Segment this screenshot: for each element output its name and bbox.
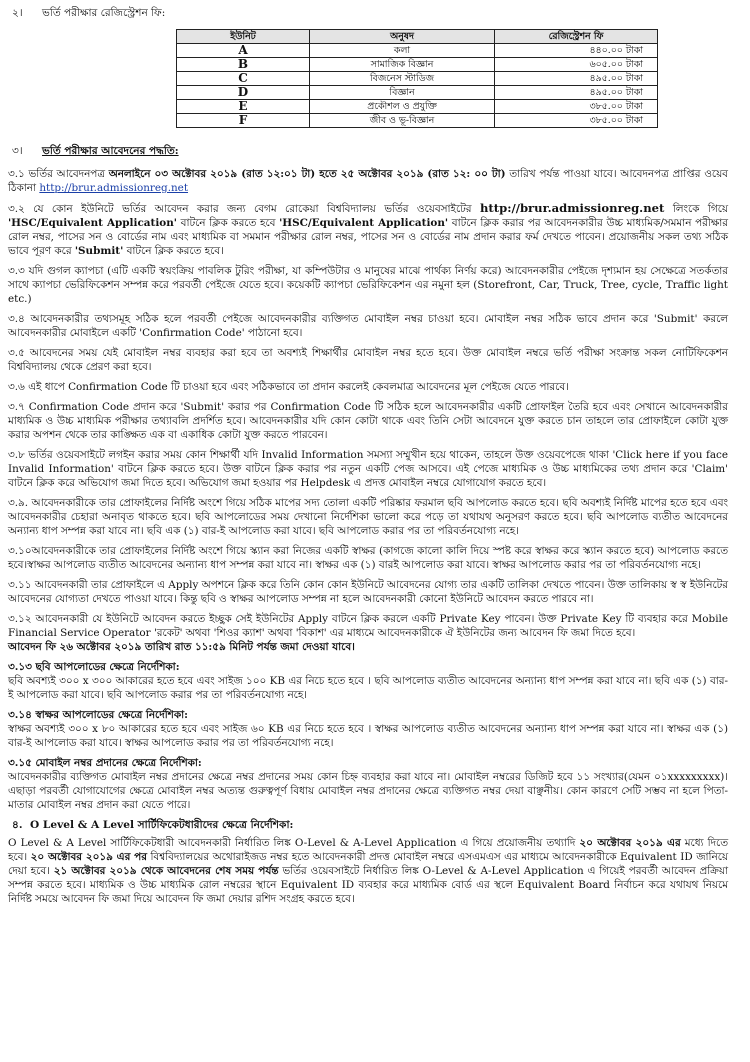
mobile-guideline-text: আবেদনকারীর ব্যক্তিগত মোবাইল নম্বর প্রদানের ক্ষেত্রে নম্বর প্রদানের সময় কোন চিহ্ন ব্যবহার করা যাবে না। মোবাইল নম্বরের ডিজিট হবে ১১ সংখ্যার(যেমন ০১xxxxxxxxx)। এছাড়া পরবর্তী যোগাযোগের ক্ষেত্রে মোবাইল নম্বর অত্যন্ত গুরুত্বপূর্ণ বিধায় মোবাইল নম্বর প্রদানের ক্ষেত্রে ব্যক্তিগত নম্বর দেয়া বাঞ্ছনীয়। কোন কারণে সেটি সম্ভব না হলে পিতা-মাতার মোবাইল নম্বর প্রদান করা যেতে পারে।: [8, 771, 728, 811]
header-fee: রেজিস্ট্রেশন ফি: [495, 30, 658, 44]
registration-fee-table: [176, 29, 658, 128]
photo-guideline-text: ছবি অবশ্যই ৩০০ x ৩০০ আকারের হতে হবে এবং সাইজ ১০০ KB এর নিচে হতে হবে । ছবি আপলোড ব্যতীত আবেদনের অন্যান্য ধাপ সম্পন্ন করা যাবে না। ছবি এক (১) বার-ই আপলোড করা যাবে। ছবি আপলোড করার পর তা পরিবর্তনযোগ্য নহে।: [8, 675, 728, 701]
signature-guideline-text: স্বাক্ষর অবশ্যই ৩০০ x ৮০ আকারের হতে হবে এবং সাইজ ৬০ KB এর নিচে হতে হবে । স্বাক্ষর আপলোড ব্যতীত আবেদনের অন্যান্য ধাপ সম্পন্ন করা যাবে না। স্বাক্ষর এক (১) বার-ই আপলোড করা যাবে। স্বাক্ষর আপলোড করার পর তা পরিবর্তনযোগ্য নহে।: [8, 723, 728, 749]
faculty-cell: বিজ্ঞান: [310, 86, 495, 100]
unit-cell: F: [177, 114, 310, 128]
p32-text-a: ৩.২ যে কোন ইউনিটে ভর্তির আবেদন করার জন্য বেগম রোকেয়া বিশ্ববিদ্যালয় ভর্তির ওয়েবসাইটের: [8, 203, 480, 215]
paragraph-3-7: ৩.৭ Confirmation Code প্রদান করে 'Submit' করার পর Confirmation Code টি সঠিক হলে আবেদনকারীর একটি প্রোফাইল তৈরি হবে এবং সেখানে আবেদনকারীর মাধ্যমিক ও উচ্চ মাধ্যমিক পরীক্ষার তথ্যাবলি প্রদর্শিত হবে। আবেদনকারীর যদি কোন কোটা থাকে এবং তিনি সেটা আবেদনে যুক্ত করতে চান তাহলে তার প্রোফাইলে কোটা যুক্ত করার অপশন থেকে তার কাঙ্ক্ষিত এক বা একাধিক কোটা যুক্ত করতে পারবেন।: [8, 401, 728, 441]
p4-text-e: বিশ্ববিদ্যালয়ের অথোরাইজড নম্বর হতে আবেদনকারী প্রদত্ত মোবাইল নম্বরে এসএমএস এর মাধ্যমে আবেদনকারীকে Equivalent ID জানিয়ে দেয়া হবে।: [8, 851, 728, 877]
unit-cell: A: [177, 44, 310, 58]
paragraph-3-15: [8, 756, 728, 812]
paragraph-3-8: ৩.৮ ভর্তির ওয়েবসাইটে লগইন করার সময় কোন শিক্ষার্থী যদি Invalid Information সমস্যা সম্মুখীন হয়ে থাকেন, তাহলে উক্ত ওয়েবপেজে থাকা 'Click here if you face Invalid Information' বাটনে ক্লিক করতে হবে। উক্ত বাটনে ক্লিক করার পর নতুন একটি পেজ আসবে। এই পেজে মাধ্যমিক ও উচ্চ মাধ্যমিকের তথ্য প্রদান করে 'Claim' বাটনে ক্লিক করে অভিযোগ জমা দিতে হবে। অভিযোগ জমা হওয়ার পর Helpdesk এ প্রদত্ত মোবাইল নম্বরে যোগাযোগ করতে হবে।: [8, 449, 728, 489]
p32-text-c: লিংকে গিয়ে: [664, 203, 728, 215]
paragraph-3-5: ৩.৫ আবেদনের সময় যেই মোবাইল নম্বর ব্যবহার করা হবে তা অবশ্যই শিক্ষার্থীর মোবাইল নম্বর হতে হবে। উক্ত মোবাইল নম্বরে ভর্তি পরীক্ষা সংক্রান্ত সকল নোটিফিকেশন বিশ্ববিদ্যালয় থেকে প্রেরণ করা হবে।: [8, 347, 728, 373]
table-header-row: [177, 30, 658, 44]
paragraph-3-6: ৩.৬ এই ধাপে Confirmation Code টি চাওয়া হবে এবং সঠিকভাবে তা প্রদান করলেই কেবলমাত্র আবেদনের মূল পেইজে যেতে পারবে।: [8, 381, 569, 393]
table-row: [177, 58, 658, 72]
paragraph-3-4: ৩.৪ আবেদনকারীর তথ্যসমূহ সঠিক হলে পরবর্তী পেইজে আবেদনকারীর ব্যক্তিগত মোবাইল নম্বর চাওয়া হবে। মোবাইল নম্বর সঠিক ভাবে প্রদান করে 'Submit' করলে আবেদনকারীর মোবাইলে একটি 'Confirmation Code' পাঠানো হবে।: [8, 313, 728, 339]
fee-deadline: আবেদন ফি ২৬ অক্টোবর ২০১৯ তারিখ রাত ১১:৫৯ মিনিট পর্যন্ত জমা দেওয়া যাবে।: [8, 641, 355, 653]
p4-date-1: ২০ অক্টোবর ২০১৯ এর: [579, 837, 681, 849]
unit-cell: E: [177, 100, 310, 114]
p31-dates: অনলাইনে ০৩ অক্টোবর ২০১৯ (রাত ১২:০১ টা) হতে ২৫ অক্টোবর ২০১৯ (রাত ১২: ০০ টা): [108, 168, 506, 180]
fee-cell: ৪৯৫.০০ টাকা: [495, 72, 658, 86]
section-3-title: ভর্তি পরীক্ষার আবেদনের পদ্ধতি:: [42, 145, 179, 157]
p312-text: ৩.১২ আবেদনকারী যে ইউনিটে আবেদন করতে ইচ্ছুক সেই ইউনিটের Apply বাটনে ক্লিক করলে একটি Private Key পাবেন। উক্ত Private Key টি ব্যবহার করে Mobile Financial Service Operator 'রকেট' অথবা 'শিওর ক্যাশ' অথবা 'বিকাশ' এর মাধ্যমে আবেদনকারীকে ঐ ইউনিটের জন্য আবেদন ফি জমা দিতে হবে।: [8, 613, 728, 639]
table-row: [177, 86, 658, 100]
section-4-title: O Level & A Level সার্টিফিকেটধারীদের ক্ষেত্রে নির্দেশিকা:: [30, 819, 294, 831]
fee-cell: ৪৯৫.০০ টাকা: [495, 86, 658, 100]
table-row: [177, 100, 658, 114]
mobile-guideline-heading: ৩.১৫ মোবাইল নম্বর প্রদানের ক্ষেত্রে নির্দেশিকা:: [8, 757, 202, 769]
section-2-title: ভর্তি পরীক্ষার রেজিস্ট্রেশন ফি:: [42, 7, 166, 19]
section-3-number: ৩।: [12, 145, 23, 157]
faculty-cell: বিজনেস স্টাডিজ: [310, 72, 495, 86]
p4-text-g: ভর্তির ওয়েবসাইটে নির্ধারিত লিঙ্ক O-Level & A-Level Application এ গিয়েই পরবর্তী আবেদন প্রক্রিয়া সম্পন্ন করতে হবে। মাধ্যমিক ও উচ্চ মাধ্যমিক রোল নম্বরের স্থানে Equivalent ID ব্যবহার করে মাধ্যমিক বোর্ড এর স্থলে Equivalent Board নির্বাচন করে যথাযথ নিয়মে নির্দিষ্ট সময়ে আবেদন ফি জমা দিয়ে আবেদন ফি জমা দেয়ার রশিদ সংগ্রহ করতে হবে।: [8, 865, 728, 905]
p4-text-a: O Level & A Level সার্টিফিকেটধারী আবেদনকারী নির্ধারিত লিঙ্ক O-Level & A-Level Application এ গিয়ে প্রয়োজনীয় তথ্যাদি: [8, 837, 580, 849]
header-faculty: অনুষদ: [310, 30, 495, 44]
p31-text-c: তারিখ পর্যন্ত পাওয়া যাবে। আবেদনপত্র প্রাপ্তির ওয়েব ঠিকানা: [8, 168, 728, 194]
fee-cell: ৬০৫.০০ টাকা: [495, 58, 658, 72]
paragraph-3-13: [8, 660, 728, 702]
signature-guideline-heading: ৩.১৪ স্বাক্ষর আপলোডের ক্ষেত্রে নির্দেশিকা:: [8, 709, 188, 721]
p32-text-g: বাটনে ক্লিক করার পর আবেদনকারীর উচ্চ মাধ্যমিক/সমমান পরীক্ষার রোল নম্বর, পাসের সন ও বোর্ডের নাম এবং মাধ্যমিক বা সমমান পরীক্ষার রোল নম্বর, পাসের সন ও বোর্ডের নাম প্রদান করার ফর্ম দেখতে পাবেন। প্রয়োজনীয় সকল তথ্য সঠিক ভাবে পূরণ করে: [8, 217, 728, 257]
p32-button-name-1: 'HSC/Equivalent Application': [8, 217, 177, 229]
photo-guideline-heading: ৩.১৩ ছবি আপলোডের ক্ষেত্রে নির্দেশিকা:: [8, 661, 180, 673]
table-row: [177, 44, 658, 58]
paragraph-4: [8, 836, 728, 906]
section-2-number: ২।: [12, 7, 23, 19]
p4-date-2: ২০ অক্টোবর ২০১৯ এর পর: [30, 851, 147, 863]
unit-cell: C: [177, 72, 310, 86]
p32-text-i: বাটনে ক্লিক করতে হবে।: [123, 245, 224, 257]
unit-cell: B: [177, 58, 310, 72]
table-row: [177, 114, 658, 128]
p32-text-e: বাটনে ক্লিক করতে হবে: [176, 217, 280, 229]
faculty-cell: জীব ও ভূ-বিজ্ঞান: [310, 114, 495, 128]
fee-cell: ৪৪০.০০ টাকা: [495, 44, 658, 58]
paragraph-3-2: [8, 201, 728, 258]
paragraph-3-14: [8, 708, 728, 750]
fee-cell: ৩৮৫.০০ টাকা: [495, 100, 658, 114]
p32-button-name-2: 'HSC/Equivalent Application': [279, 217, 449, 229]
p4-date-3: ২১ অক্টোবর ২০১৯ থেকে আবেদনের শেষ সময় পর্যন্ত: [53, 865, 279, 877]
paragraph-3-1: [8, 167, 728, 195]
unit-cell: D: [177, 86, 310, 100]
p4-text-c: মধ্যে দিতে হবে।: [8, 837, 729, 863]
admission-website-link[interactable]: http://brur.admissionreg.net: [39, 182, 189, 194]
faculty-cell: প্রকৌশল ও প্রযুক্তি: [310, 100, 495, 114]
section-4-number: ৪.: [12, 819, 23, 831]
paragraph-3-3: ৩.৩ যদি গুগল ক্যাপচা (এটি একটি স্বয়ংক্রিয় পাবলিক টুরিং পরীক্ষা, যা কম্পিউটার ও মানুষের মাঝে পার্থক্য নির্ণয় করে) আবেদনকারীর পেইজে দৃশ্যমান হয় সেক্ষেত্রে সতর্কতার সাথে ক্যাপচা ভেরিফিকেশন সম্পন্ন করে পরবর্তী পেইজে যেতে হবে। কয়েকটি ক্যাপচা ভেরিফিকেশন এর নমুনা হল (Storefront, Car, Truck, Tree, cycle, Traffic light etc.): [8, 265, 728, 305]
section-2-heading: [12, 6, 728, 23]
paragraph-3-10: ৩.১০আবেদনকারীকে তার প্রোফাইলের নির্দিষ্ট অংশে গিয়ে স্ক্যান করা নিজের একটি স্বাক্ষর (কাগজে কালো কালি দিয়ে স্পষ্ট করে স্বাক্ষর করে স্ক্যান করতে হবে) আপলোড করতে হবে।স্বাক্ষর আপলোড ব্যতীত আবেদনের অন্যান্য ধাপ সম্পন্ন করা যাবে না। স্বাক্ষর এক (১) বারই আপলোড করা যাবে। স্বাক্ষর আপলোড করার পর তা পরিবর্তনযোগ্য নহে।: [8, 545, 728, 571]
section-4-heading: [12, 818, 728, 835]
p32-submit-name: 'Submit': [74, 245, 124, 257]
header-unit: ইউনিট: [177, 30, 310, 44]
table-row: [177, 72, 658, 86]
faculty-cell: সামাজিক বিজ্ঞান: [310, 58, 495, 72]
section-3-heading: [12, 144, 728, 161]
faculty-cell: কলা: [310, 44, 495, 58]
paragraph-3-9: ৩.৯. আবেদনকারীকে তার প্রোফাইলের নির্দিষ্ট অংশে গিয়ে সঠিক মাপের সদ্য তোলা একটি পরিষ্কার ফরমাল ছবি আপলোড করতে হবে। ছবি অবশ্যই নির্দিষ্ট মাপের হতে হবে এবং আবেদনকারীর চেহারা অনাবৃত থাকতে হবে। ছবি আপলোডের সময় দেখানো নির্দেশিকা ভালো করে পড়ে তা যথাযথ অনুসরণ করতে হবে। ছবি আপলোড ব্যতীত আবেদনের অন্যান্য ধাপ সম্পন্ন করা যাবে না। ছবি এক (১) বার-ই আপলোড করা যাবে। ছবি আপলোড করার পর তা পরিবর্তনযোগ্য নহে।: [8, 497, 728, 537]
admission-url[interactable]: http://brur.admissionreg.net: [479, 201, 665, 215]
paragraph-3-11: ৩.১১ আবেদনকারী তার প্রোফাইলে এ Apply অপশনে ক্লিক করে তিনি কোন কোন ইউনিটে আবেদনের যোগ্য তার একটি তালিকা দেখতে পাবেন। উক্ত তালিকায় স্ব স্ব ইউনিটের আবেদনের যোগ্যতা দেখতে পাওয়া যাবে। কিন্তু ছবি ও স্বাক্ষর আপলোড সম্পন্ন না হলে আবেদনকারী কোনো ইউনিটে আবেদন করতে পারবে না।: [8, 579, 728, 605]
paragraph-3-12: [8, 612, 728, 654]
p31-text-a: ৩.১ ভর্তির আবেদনপত্র: [8, 168, 109, 180]
fee-cell: ৩৮৫.০০ টাকা: [495, 114, 658, 128]
